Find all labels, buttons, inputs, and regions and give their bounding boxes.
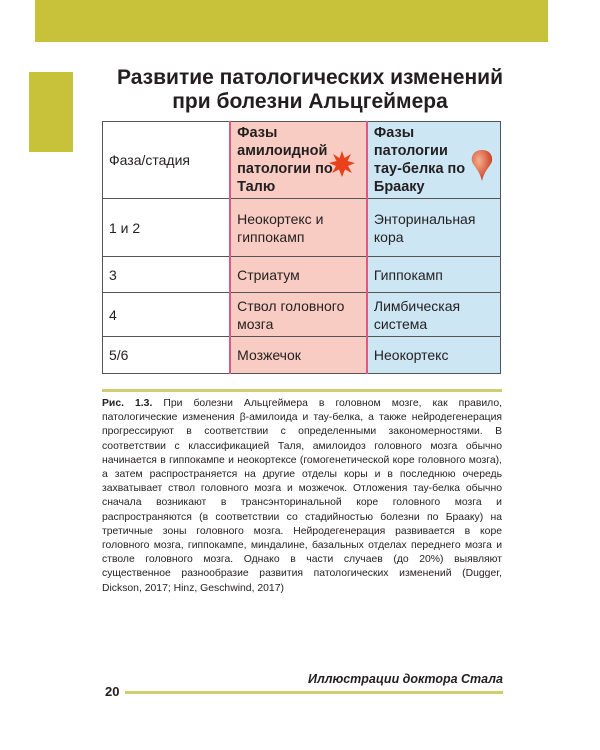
table-row xyxy=(103,257,501,293)
figure-label: Рис. 1.3. xyxy=(102,398,153,409)
table-row xyxy=(103,199,501,257)
header-amyloid-label: Фазы амилоидной патологии по Талю xyxy=(237,125,333,195)
header-tau xyxy=(367,122,501,199)
stage-cell: 3 xyxy=(103,257,231,293)
amyloid-cell: Стриатум xyxy=(230,257,367,293)
top-color-rule xyxy=(546,0,548,42)
table-row xyxy=(103,293,501,337)
running-title: Иллюстрации доктора Стала xyxy=(308,672,503,686)
tau-cell: Гиппокамп xyxy=(367,257,501,293)
phases-table xyxy=(102,121,501,374)
header-tau-label: Фазы патологии тау-белка по Брааку xyxy=(373,125,466,195)
table-header-row xyxy=(103,122,501,199)
caption-text: При болезни Альцгеймера в головном мозге, как правило, патологические изменения β-амилоида и тау-белка, а также нейродегенерация прогрессируют в соответствии с определенными закономерностями. В соответствии с классификацией Таля, амилоидоз головного мозга обычно начинается в гиппокампе и неокортексе (гомогенетической коре головного мозга), а затем распространяется на другие отделы коры и в последнюю очередь захватывает ствол головного мозга и мозжечок. Отложения тау-белка обычно сначала возникают в трансэнторинальной коре головного мозга и распространяются (в соответствии со стадийностью болезни по Брааку) на третичные зоны головного мозга. Нейродегенерация развивается в коре головного мозга, гиппокампе, миндалине, базальных отделах переднего мозга и стволе головного мозга. Однако в части случаев (до 20%) выявляют существенное разнообразие развития патологических изменений (Dugger, Dickson, 2017; Hinz, Geschwind, 2017) xyxy=(102,398,503,594)
tau-cell: Энторинальная кора xyxy=(367,199,501,257)
stage-cell: 5/6 xyxy=(103,337,231,374)
chapter-side-tab xyxy=(29,72,73,152)
figure-caption xyxy=(102,397,502,596)
table-row xyxy=(103,337,501,374)
amyloid-cell: Мозжечок xyxy=(230,337,367,374)
top-color-band xyxy=(35,0,547,42)
stage-cell: 4 xyxy=(103,293,231,337)
footer-divider xyxy=(125,691,503,694)
teardrop-icon xyxy=(470,148,494,182)
amyloid-cell: Ствол головного мозга xyxy=(230,293,367,337)
amyloid-cell: Неокортекс и гиппокамп xyxy=(230,199,367,257)
header-amyloid xyxy=(230,122,367,199)
star-burst-icon xyxy=(328,150,356,178)
page-title: Развитие патологических изменений при болезни Альцгеймера xyxy=(117,66,503,113)
tau-cell: Неокортекс xyxy=(367,337,501,374)
caption-divider xyxy=(102,389,502,392)
page-number: 20 xyxy=(105,684,120,699)
stage-cell: 1 и 2 xyxy=(103,199,231,257)
header-stage: Фаза/стадия xyxy=(103,122,231,199)
tau-cell: Лимбическая система xyxy=(367,293,501,337)
